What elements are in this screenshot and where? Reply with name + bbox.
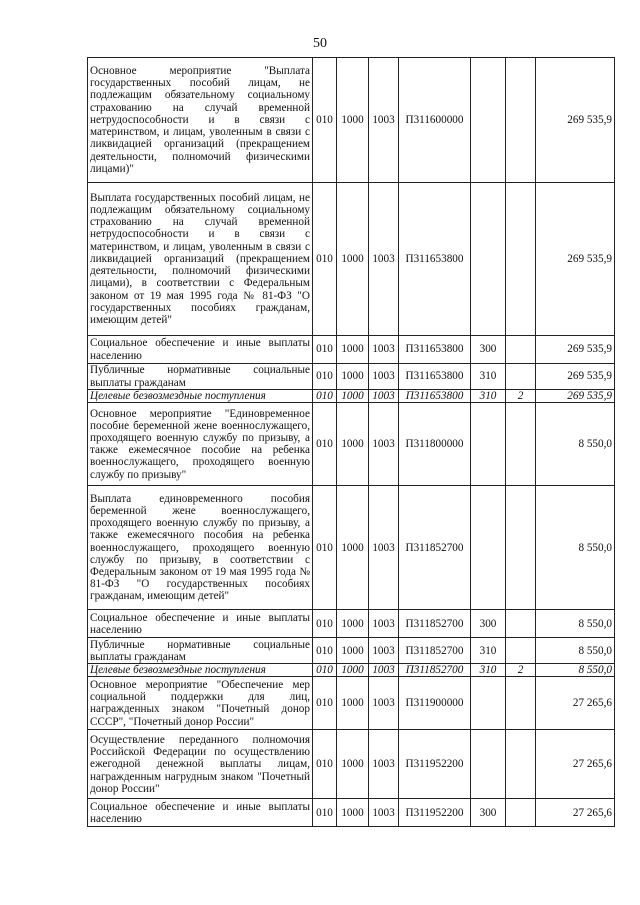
target-article-cell: П311952200 [399, 730, 471, 799]
amount-cell: 8 550,0 [536, 638, 615, 664]
source-code-cell [506, 486, 536, 610]
subsection-code-cell: 1003 [369, 677, 399, 730]
ministry-code-cell: 010 [313, 677, 337, 730]
amount-cell: 269 535,9 [536, 183, 615, 336]
source-code-cell [506, 730, 536, 799]
source-code-cell [506, 677, 536, 730]
ministry-code-cell: 010 [313, 664, 337, 677]
subsection-code-cell: 1003 [369, 336, 399, 364]
ministry-code-cell: 010 [313, 403, 337, 486]
source-code-cell [506, 799, 536, 827]
source-code-cell [506, 183, 536, 336]
target-article-cell: П311900000 [399, 677, 471, 730]
source-code-cell [506, 336, 536, 364]
section-code-cell: 1000 [337, 58, 369, 183]
amount-cell: 8 550,0 [536, 486, 615, 610]
section-code-cell: 1000 [337, 610, 369, 638]
expense-type-cell [471, 58, 506, 183]
table-row [88, 486, 615, 610]
row-name-cell: Целевые безвозмездные поступления [88, 390, 313, 403]
section-code-cell: 1000 [337, 664, 369, 677]
source-code-cell: 2 [506, 664, 536, 677]
subsection-code-cell: 1003 [369, 364, 399, 390]
table-row [88, 730, 615, 799]
row-name-cell: Социальное обеспечение и иные выплаты населению [88, 336, 313, 364]
expense-type-cell: 300 [471, 336, 506, 364]
row-name-cell: Осуществление переданного полномочия Российской Федерации по осуществлению ежегодной денежной выплаты лицам, награжденным нагрудным знаком "Почетный донор России" [88, 730, 313, 799]
expense-type-cell: 310 [471, 390, 506, 403]
row-name-cell: Публичные нормативные социальные выплаты гражданам [88, 364, 313, 390]
section-code-cell: 1000 [337, 364, 369, 390]
table-row [88, 664, 615, 677]
expense-type-cell [471, 677, 506, 730]
target-article-cell: П311600000 [399, 58, 471, 183]
ministry-code-cell: 010 [313, 183, 337, 336]
row-name-cell: Основное мероприятие "Выплата государственных пособий лицам, не подлежащим обязательному социальному страхованию на случай временной нетрудоспособности и в связи с материнством, и лицам, уволенным в связи с ликвидацией организаций (прекращением деятельности, полномочий физическими лицами)" [88, 58, 313, 183]
source-code-cell [506, 58, 536, 183]
amount-cell: 269 535,9 [536, 58, 615, 183]
table-row [88, 638, 615, 664]
amount-cell: 8 550,0 [536, 664, 615, 677]
ministry-code-cell: 010 [313, 799, 337, 827]
section-code-cell: 1000 [337, 638, 369, 664]
expense-type-cell [471, 403, 506, 486]
row-name-cell: Выплата государственных пособий лицам, не подлежащим обязательному социальному страхованию на случай временной нетрудоспособности и в связи с материнством, и лицам, уволенным в связи с ликвидацией организаций (прекращением деятельности, полномочий физическими лицами), в соответствии с Федеральным законом от 19 мая 1995 года № 81-ФЗ "О государственных пособиях гражданам, имеющим детей" [88, 183, 313, 336]
subsection-code-cell: 1003 [369, 799, 399, 827]
expense-type-cell [471, 183, 506, 336]
target-article-cell: П311653800 [399, 336, 471, 364]
source-code-cell [506, 638, 536, 664]
source-code-cell [506, 610, 536, 638]
section-code-cell: 1000 [337, 403, 369, 486]
subsection-code-cell: 1003 [369, 610, 399, 638]
ministry-code-cell: 010 [313, 390, 337, 403]
section-code-cell: 1000 [337, 390, 369, 403]
subsection-code-cell: 1003 [369, 664, 399, 677]
row-name-cell: Социальное обеспечение и иные выплаты населению [88, 610, 313, 638]
subsection-code-cell: 1003 [369, 403, 399, 486]
amount-cell: 8 550,0 [536, 403, 615, 486]
amount-cell: 27 265,6 [536, 730, 615, 799]
amount-cell: 27 265,6 [536, 677, 615, 730]
expense-type-cell: 310 [471, 364, 506, 390]
section-code-cell: 1000 [337, 486, 369, 610]
budget-table-body [88, 58, 615, 827]
subsection-code-cell: 1003 [369, 183, 399, 336]
target-article-cell: П311800000 [399, 403, 471, 486]
subsection-code-cell: 1003 [369, 486, 399, 610]
target-article-cell: П311852700 [399, 638, 471, 664]
ministry-code-cell: 010 [313, 58, 337, 183]
target-article-cell: П311653800 [399, 364, 471, 390]
source-code-cell: 2 [506, 390, 536, 403]
subsection-code-cell: 1003 [369, 58, 399, 183]
source-code-cell [506, 403, 536, 486]
subsection-code-cell: 1003 [369, 390, 399, 403]
row-name-cell: Основное мероприятие "Обеспечение мер социальной поддержки для лиц, награжденных знаком "Почетный донор СССР", "Почетный донор России" [88, 677, 313, 730]
target-article-cell: П311852700 [399, 610, 471, 638]
section-code-cell: 1000 [337, 799, 369, 827]
table-row [88, 58, 615, 183]
ministry-code-cell: 010 [313, 364, 337, 390]
target-article-cell: П311653800 [399, 183, 471, 336]
amount-cell: 8 550,0 [536, 610, 615, 638]
table-row [88, 364, 615, 390]
expense-type-cell: 310 [471, 664, 506, 677]
amount-cell: 269 535,9 [536, 336, 615, 364]
expense-type-cell [471, 730, 506, 799]
page-number: 50 [313, 36, 327, 51]
ministry-code-cell: 010 [313, 486, 337, 610]
ministry-code-cell: 010 [313, 610, 337, 638]
row-name-cell: Публичные нормативные социальные выплаты гражданам [88, 638, 313, 664]
row-name-cell: Социальное обеспечение и иные выплаты населению [88, 799, 313, 827]
table-row [88, 390, 615, 403]
budget-table [87, 57, 615, 827]
section-code-cell: 1000 [337, 730, 369, 799]
ministry-code-cell: 010 [313, 638, 337, 664]
table-row [88, 799, 615, 827]
expense-type-cell [471, 486, 506, 610]
expense-type-cell: 310 [471, 638, 506, 664]
ministry-code-cell: 010 [313, 336, 337, 364]
target-article-cell: П311952200 [399, 799, 471, 827]
row-name-cell: Основное мероприятие "Единовременное пособие беременной жене военнослужащего, проходящего военную службу по призыву, а также ежемесячное пособие на ребенка военнослужащего, проходящего военную службу по призыву" [88, 403, 313, 486]
expense-type-cell: 300 [471, 610, 506, 638]
section-code-cell: 1000 [337, 336, 369, 364]
row-name-cell: Целевые безвозмездные поступления [88, 664, 313, 677]
table-row [88, 677, 615, 730]
amount-cell: 269 535,9 [536, 390, 615, 403]
table-row [88, 610, 615, 638]
target-article-cell: П311852700 [399, 486, 471, 610]
section-code-cell: 1000 [337, 183, 369, 336]
section-code-cell: 1000 [337, 677, 369, 730]
target-article-cell: П311653800 [399, 390, 471, 403]
subsection-code-cell: 1003 [369, 638, 399, 664]
expense-type-cell: 300 [471, 799, 506, 827]
row-name-cell: Выплата единовременного пособия беременной жене военнослужащего, проходящего военную службу по призыву, а также ежемесячного пособия на ребенка военнослужащего, проходящего военную службу по призыву, в соответствии с Федеральным законом от 19 мая 1995 года № 81-ФЗ "О государственных пособиях гражданам, имеющим детей" [88, 486, 313, 610]
source-code-cell [506, 364, 536, 390]
table-row [88, 336, 615, 364]
amount-cell: 27 265,6 [536, 799, 615, 827]
amount-cell: 269 535,9 [536, 364, 615, 390]
table-row [88, 183, 615, 336]
table-row [88, 403, 615, 486]
subsection-code-cell: 1003 [369, 730, 399, 799]
ministry-code-cell: 010 [313, 730, 337, 799]
target-article-cell: П311852700 [399, 664, 471, 677]
